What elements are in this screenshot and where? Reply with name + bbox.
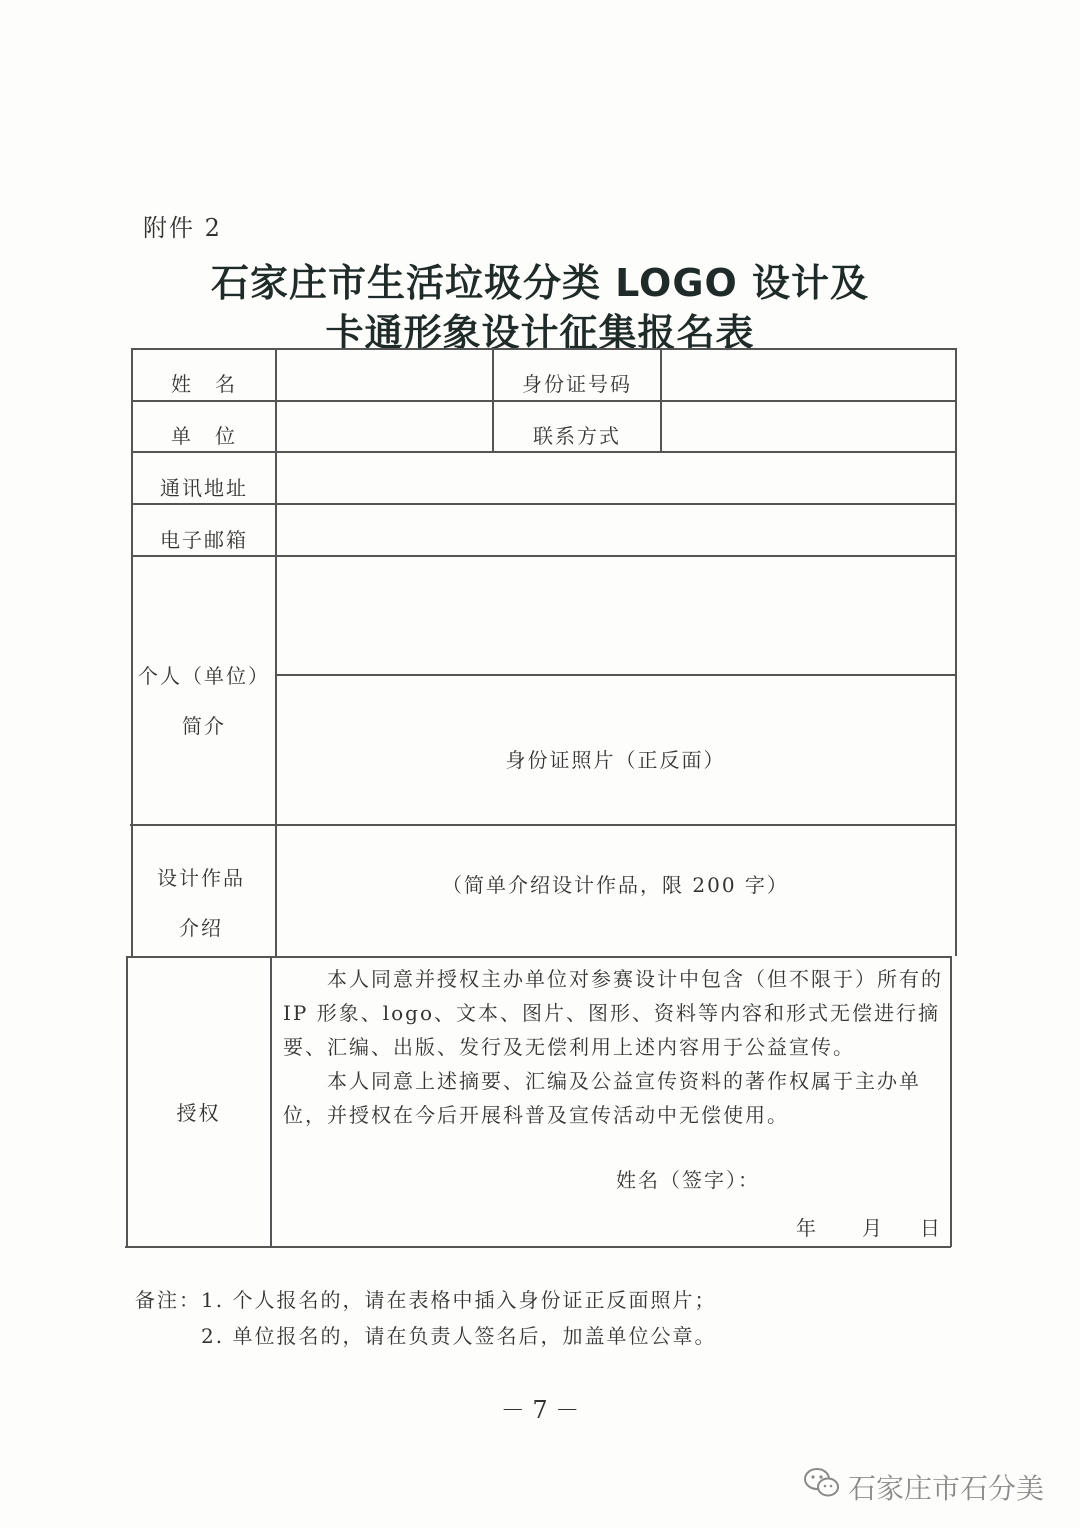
- signature-field[interactable]: [760, 1160, 940, 1194]
- date-month: 月: [862, 1216, 884, 1240]
- label-column-line-lower: [270, 956, 272, 1247]
- design-placeholder: （简单介绍设计作品，限 200 字）: [442, 873, 789, 897]
- date-day: 日: [920, 1216, 942, 1240]
- signature-label: 姓名（签字）：: [616, 1168, 760, 1192]
- profile-label-line2: 简介: [182, 714, 226, 738]
- form-title-line1: 石家庄市生活垃圾分类 LOGO 设计及: [210, 261, 870, 305]
- auth-paragraph-1: 本人同意并授权主办单位对参赛设计中包含（但不限于）所有的 IP 形象、logo、文本、图片、图形、资料等内容和形式无偿进行摘要、汇编、出版、发行及无偿利用上述内容用于公益宣传。: [283, 967, 943, 1059]
- id-photo-placeholder: 身份证照片（正反面）: [505, 748, 726, 772]
- note-2: 2. 单位报名的，请在负责人签名后，加盖单位公章。: [201, 1324, 717, 1348]
- address-label: 通讯地址: [160, 476, 248, 500]
- watermark: [802, 1466, 1044, 1507]
- design-label-line2: 介绍: [179, 916, 223, 940]
- unit-input-cell[interactable]: [277, 402, 491, 450]
- name-input-cell[interactable]: [277, 350, 491, 399]
- row-line-inner: [275, 674, 956, 676]
- auth-paragraph-2: 本人同意上述摘要、汇编及公益宣传资料的著作权属于主办单位，并授权在今后开展科普及宣传活动中无偿使用。: [283, 1069, 921, 1127]
- email-label: 电子邮箱: [160, 528, 248, 552]
- table-border-right-upper: [955, 348, 957, 956]
- watermark-text: 石家庄市石分美: [847, 1471, 1044, 1505]
- contact-label: 联系方式: [533, 424, 621, 448]
- table-border-right-lower: [950, 956, 952, 1247]
- name-label: 姓 名: [171, 372, 237, 396]
- form-title-line2: 卡通形象设计征集报名表: [325, 311, 755, 355]
- profile-input-cell[interactable]: [277, 557, 954, 673]
- row-line: [127, 956, 952, 958]
- profile-label-line1: 个人（单位）: [138, 664, 270, 688]
- id-number-label: 身份证号码: [522, 372, 632, 396]
- page-number: － 7 －: [500, 1396, 580, 1424]
- wechat-icon: [802, 1466, 842, 1507]
- design-label-line1: 设计作品: [157, 866, 245, 890]
- contact-input-cell[interactable]: [662, 402, 954, 450]
- table-border-bottom: [125, 1246, 951, 1248]
- notes-prefix: 备注：: [135, 1288, 201, 1312]
- id-number-input-cell[interactable]: [662, 350, 954, 399]
- address-input-cell[interactable]: [277, 453, 954, 502]
- note-1: 1. 个人报名的，请在表格中插入身份证正反面照片；: [201, 1288, 717, 1312]
- attachment-label: 附件 2: [143, 214, 222, 242]
- date-year: 年: [796, 1216, 818, 1240]
- auth-label: 授权: [176, 1101, 221, 1125]
- unit-label: 单 位: [171, 424, 237, 448]
- email-input-cell[interactable]: [277, 505, 954, 554]
